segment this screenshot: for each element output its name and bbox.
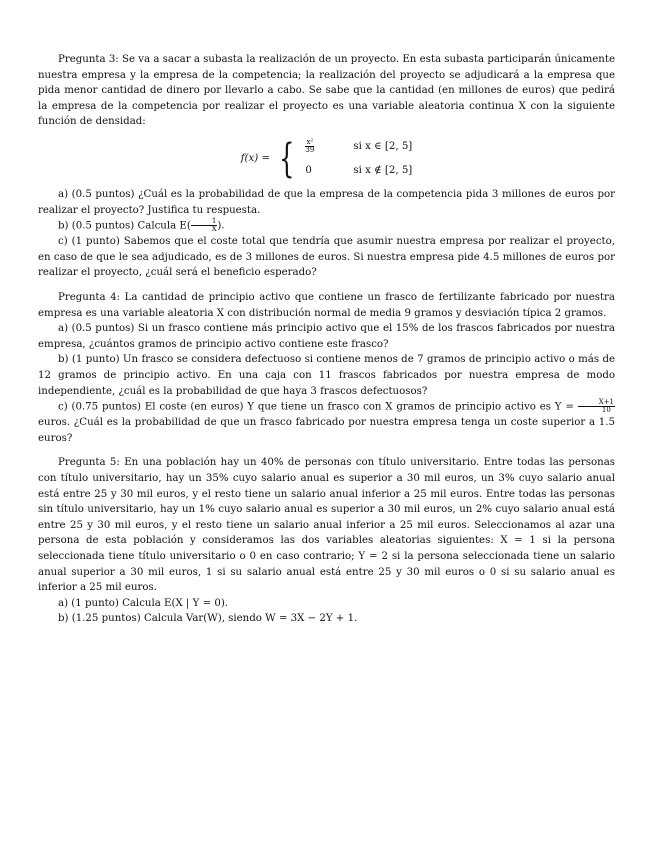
question-4b: b) (1 punto) Un frasco se considera defectuoso si contiene menos de 7 gramos de principio activo o más de 12 gramos de principio activo. En una caja con 11 frascos fabricados por nuestra empresa de modo independiente, ¿cuál es la probabilidad de que haya 3 frascos defectuosos?	[38, 354, 615, 397]
formula-case-1	[305, 139, 412, 155]
exam-page	[38, 52, 615, 627]
formula-fraction: $\frac{\text{x²}}{39}$	[305, 137, 315, 154]
formula-case-2-condition: si x ∉ [2, 5]	[353, 165, 413, 177]
question-5-intro: Pregunta 5: En una población hay un 40% de personas con título universitario. Entre todas las personas con título universitario, hay un 35% cuyo salario anual es superior a 30 mil euros, un 3% cuyo salario anual está entre 25 y 30 mil euros, y el resto tiene un salario anual inferior a 25 mil euros. Entre todas las personas sin título universitario, hay un 1% cuyo salario anual es superior a 30 mil euros, un 2% cuyo salario anual está entre 25 y 30 mil euros, y el resto tiene un salario anual inferior a 25 mil euros. Seleccionamos al azar una persona de esta población y consideramos las dos variables aleatorias siguientes: X = 1 si la persona seleccionada tiene título universitario o 0 en caso contrario; Y = 2 si la persona seleccionada tiene un salario anual superior a 30 mil euros, 1 si su salario anual está entre 25 y 30 mil euros o 0 si su salario anual es inferior a 25 mil euros.	[38, 457, 615, 594]
question-3-intro: Pregunta 3: Se va a sacar a subasta la realización de un proyecto. En esta subasta participarán únicamente nuestra empresa y la empresa de la competencia; la realización del proyecto se adjudicará a la empresa que pida menor cantidad de dinero por llevarlo a cabo. Se sabe que la cantidad (en millones de euros) que pedirá la empresa de la competencia por realizar el proyecto es una variable aleatoria continua X con la siguiente función de densidad:	[38, 54, 615, 128]
formula-case-1-condition: si x ∈ [2, 5]	[353, 140, 413, 152]
question-3c: c) (1 punto) Sabemos que el coste total que tendría que asumir nuestra empresa por realizar el proyecto, en caso de que le sea adjudicado, es de 3 millones de euros. Si nuestra empresa pide 4.5 millones de euros por realizar el proyecto, ¿cuál será el beneficio esperado?	[38, 236, 615, 279]
question-5a: a) (1 punto) Calcula E(X | Y = 0).	[58, 597, 229, 609]
question-3a: a) (0.5 puntos) ¿Cuál es la probabilidad de que la empresa de la competencia pida 3 millones de euros por realizar el proyecto? Justifica tu respuesta.	[38, 188, 615, 216]
question-5	[38, 455, 615, 627]
question-3	[38, 52, 615, 281]
formula-cases	[305, 139, 412, 179]
inline-fraction: $\frac{X+1}{10}$	[578, 399, 615, 414]
question-4	[38, 290, 615, 446]
question-3b: b) (0.5 puntos) Calcula E( $\frac{1}{X}$ ).	[58, 217, 225, 234]
density-formula	[38, 136, 615, 182]
question-4c: c) (0.75 puntos) El coste (en euros) Y que tiene un frasco con X gramos de principio activo es Y = $\frac{X+1}{10}$ euros. ¿Cuál es la probabilidad de que un frasco fabricado por nuestra empresa tenga un coste superior a 1.5 euros?	[38, 398, 615, 444]
question-4-intro: Pregunta 4: La cantidad de principio activo que contiene un frasco de fertilizante fabricado por nuestra empresa es una variable aleatoria X con distribución normal de media 9 gramos y desviación típica 2 gramos.	[38, 292, 615, 319]
formula-case-2: 0 si x ∉ [2, 5]	[305, 163, 412, 179]
formula-lhs: f(x) =	[240, 153, 270, 165]
inline-fraction: $\frac{1}{X}$	[191, 218, 217, 233]
question-4a: a) (0.5 puntos) Si un frasco contiene más principio activo que el 15% de los frascos fabricados por nuestra empresa, ¿cuántos gramos de principio activo contiene este frasco?	[38, 323, 615, 350]
question-5b: b) (1.25 puntos) Calcula Var(W), siendo W = 3X − 2Y + 1.	[58, 613, 358, 625]
formula-brace: {	[279, 135, 295, 182]
